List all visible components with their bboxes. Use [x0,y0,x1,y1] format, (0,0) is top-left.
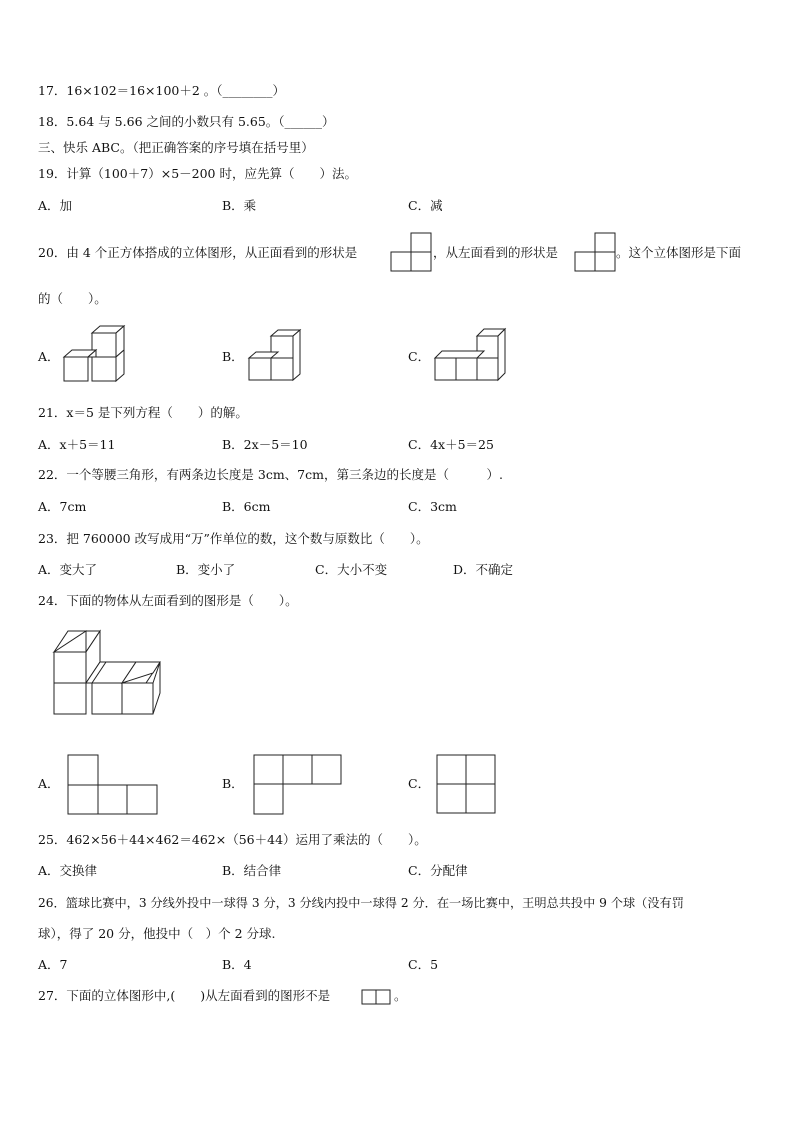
q19-option-b: B．乘 [222,198,257,213]
q23-option-c: C．大小不变 [315,562,388,577]
q25-option-c: C．分配律 [408,863,468,878]
q20-left-view-figure [574,233,618,273]
q21-option-a: A．x＋5＝11 [38,437,116,452]
q20-option-a-figure [62,325,126,387]
question-27-part-2: 。 [394,988,407,1003]
q20-front-view-figure [390,233,434,273]
q20-option-b: B． [222,349,244,364]
question-26-line-2: 球），得了 20 分，他投中（ ）个 2 分球. [38,926,276,941]
q20-option-c: C． [408,349,431,364]
question-21: 21．x＝5 是下列方程（ ）的解。 [38,405,248,420]
question-24: 24．下面的物体从左面看到的图形是（ ）。 [38,593,298,608]
question-23: 23．把 760000 改写成用“万”作单位的数，这个数与原数比（ ）。 [38,531,429,546]
q26-option-b: B．4 [222,957,252,972]
question-20-part-3: 。这个立体图形是下面 [616,245,742,260]
question-25: 25．462×56＋44×462＝462×（56＋44）运用了乘法的（ ）。 [38,832,427,847]
q19-option-a: A．加 [38,198,73,213]
question-22: 22．一个等腰三角形，有两条边长度是 3cm、7cm，第三条边的长度是（ ）. [38,467,503,482]
question-19: 19．计算（100＋7）×5－200 时，应先算（ ）法。 [38,166,357,181]
q22-option-a: A．7cm [38,499,87,514]
q25-option-a: A．交换律 [38,863,98,878]
question-20-part-4: 的（ ）。 [38,291,107,306]
q23-option-a: A．变大了 [38,562,98,577]
q20-option-b-figure [247,329,305,383]
q24-option-c-figure [436,754,498,816]
q20-option-c-figure [433,328,507,384]
section-3-heading: 三、快乐 ABC。（把正确答案的序号填在括号里） [38,140,314,155]
q24-option-b-figure [253,754,343,816]
q22-option-b: B．6cm [222,499,271,514]
q21-option-b: B．2x－5＝10 [222,437,308,452]
q21-option-c: C．4x＋5＝25 [408,437,494,452]
question-18: 18．5.64 与 5.66 之间的小数只有 5.65。（______） [38,114,335,129]
q24-option-c: C． [408,776,431,791]
question-17: 17．16×102＝16×100＋2 。（________） [38,83,286,98]
q23-option-b: B．变小了 [176,562,236,577]
q20-option-a: A． [38,349,60,364]
question-20-part-2: ，从左面看到的形状是 [433,245,559,260]
q19-option-c: C．减 [408,198,443,213]
question-26-line-1: 26．篮球比赛中，3 分线外投中一球得 3 分，3 分线内投中一球得 2 分．在一场比赛中，王明总共投中 9 个球（没有罚 [38,896,684,910]
q24-option-a-figure [67,754,159,816]
q25-option-b: B．结合律 [222,863,282,878]
q26-option-a: A．7 [38,957,68,972]
q24-option-b: B． [222,776,244,791]
question-27-part-1: 27．下面的立体图形中,( )从左面看到的图形不是 [38,988,331,1003]
q24-option-a: A． [38,776,60,791]
question-20-part-1: 20．由 4 个正方体搭成的立体图形，从正面看到的形状是 [38,245,358,260]
q27-view-figure [361,989,393,1005]
q26-option-c: C．5 [408,957,439,972]
q22-option-c: C．3cm [408,499,457,514]
q24-solid-figure [53,629,163,717]
q23-option-d: D．不确定 [453,562,514,577]
